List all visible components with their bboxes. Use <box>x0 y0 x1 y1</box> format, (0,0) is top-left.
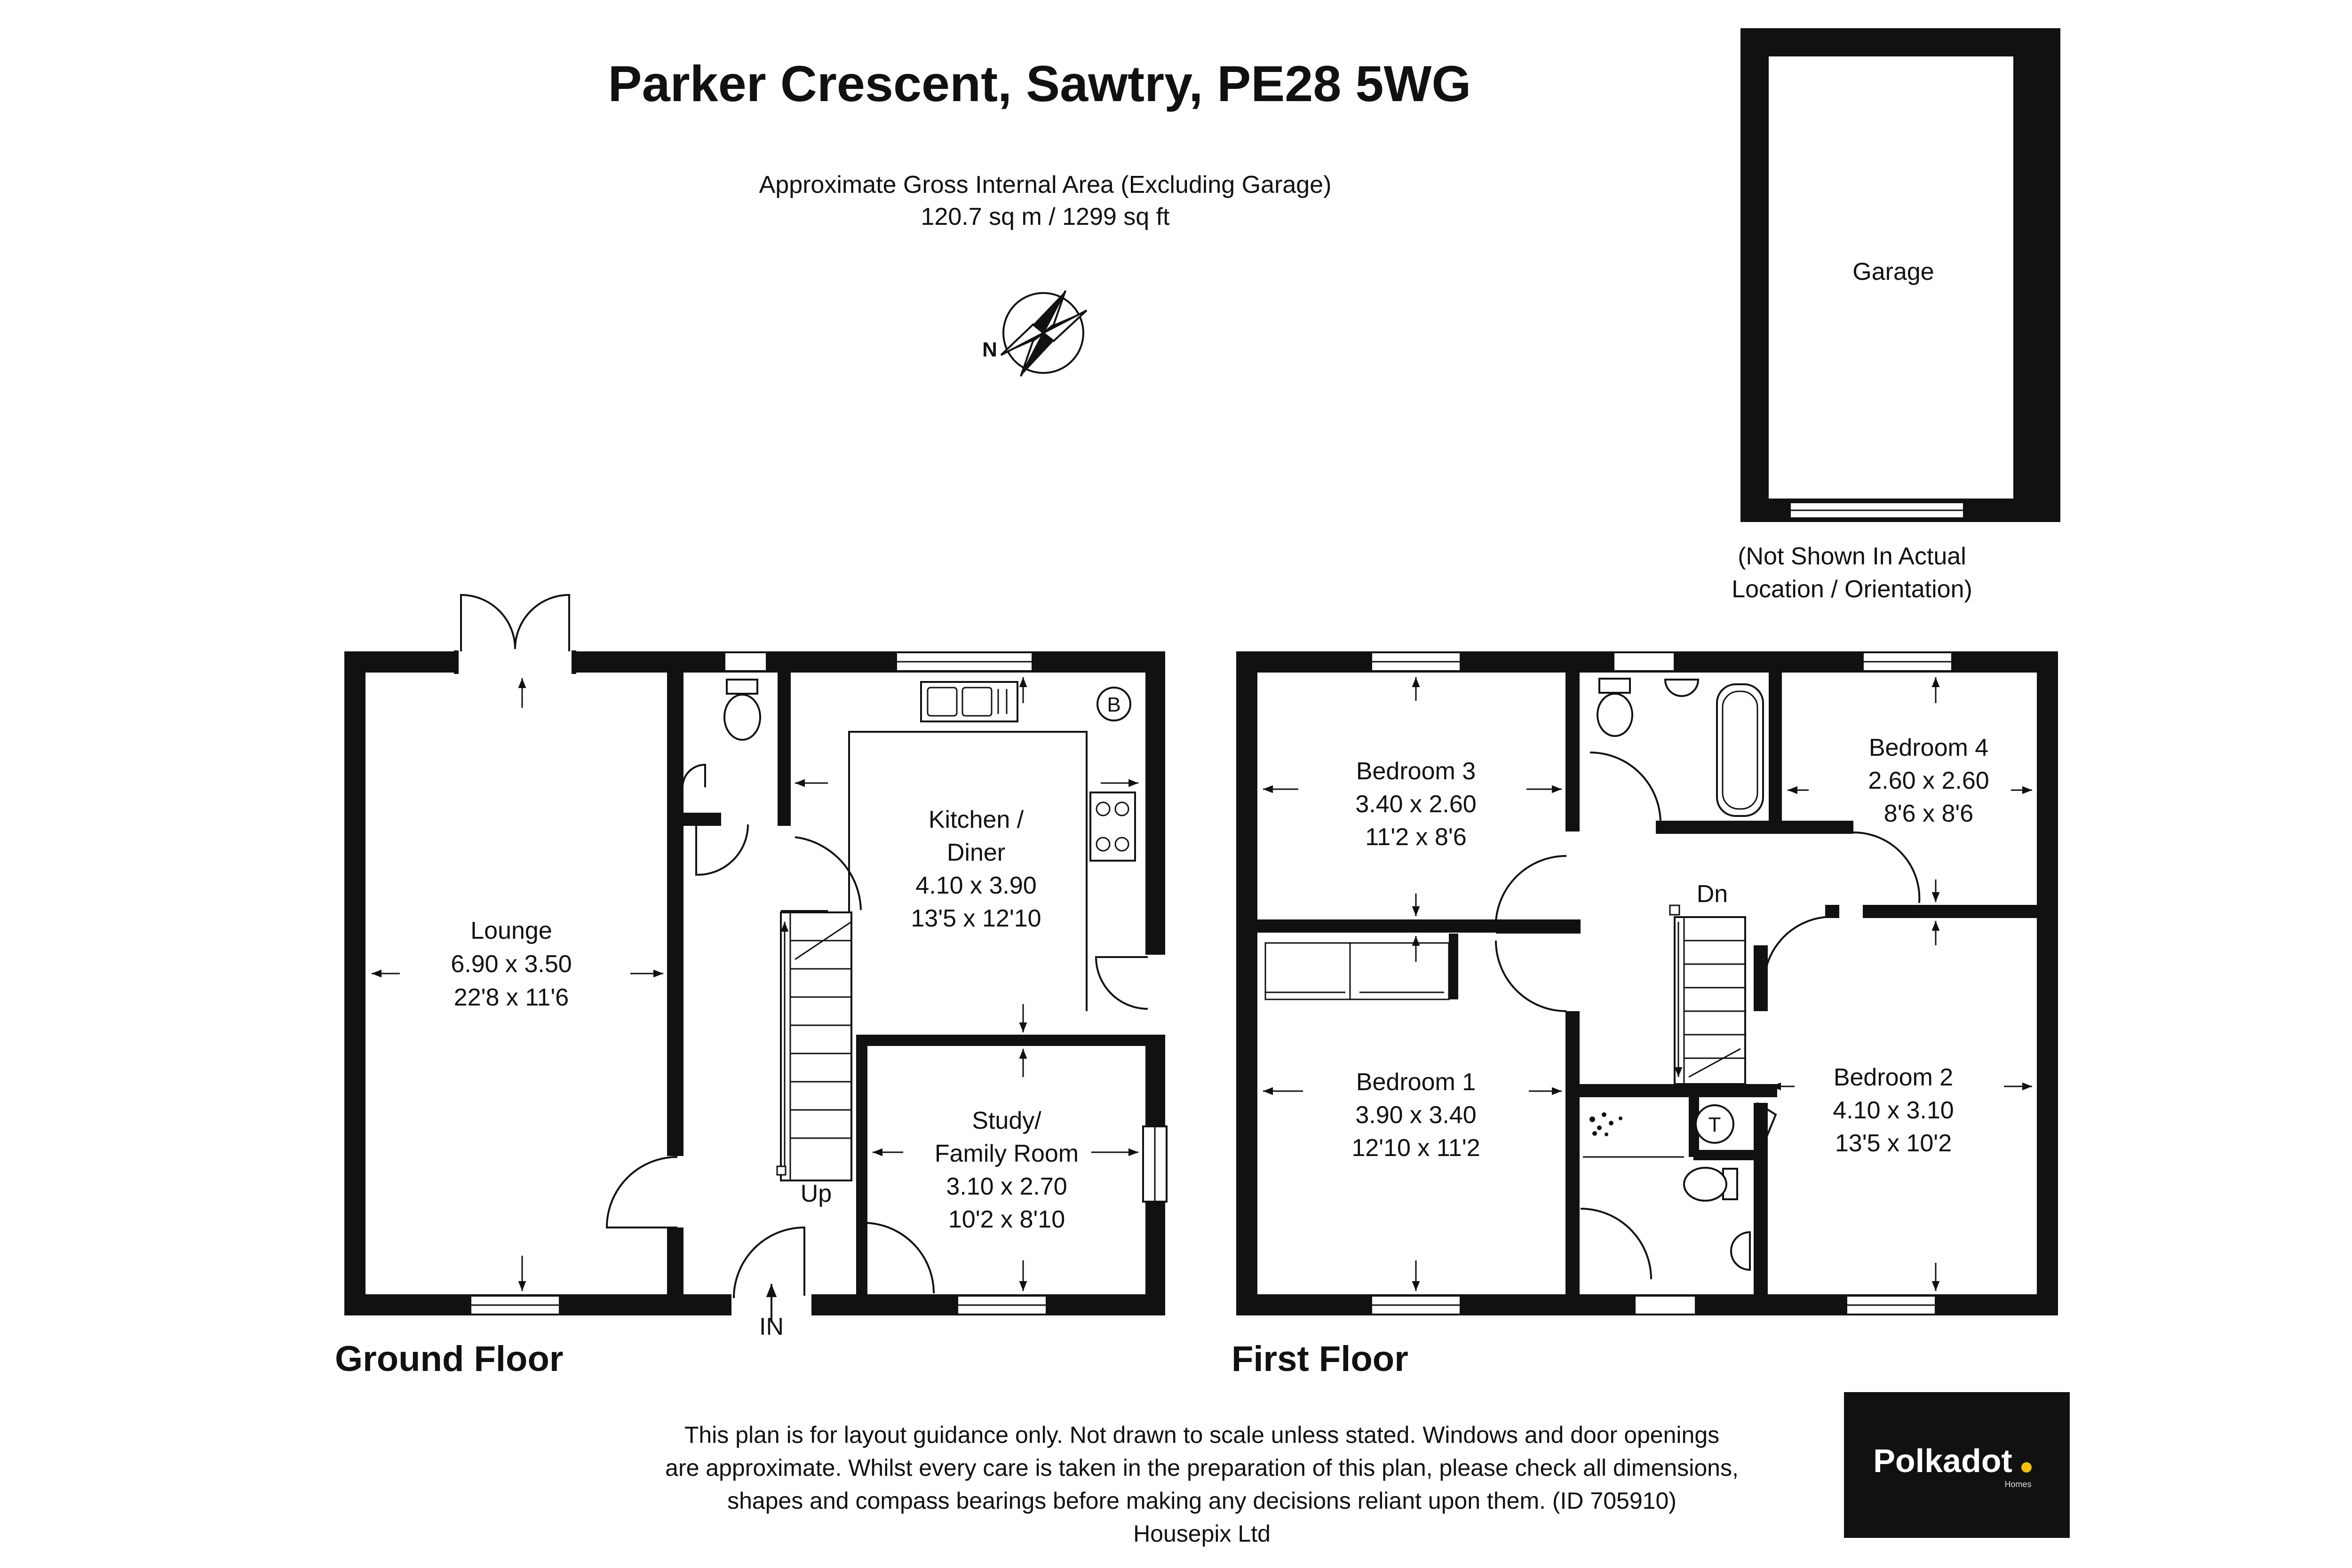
bedroom1-metric: 3.90 x 3.40 <box>1355 1101 1477 1129</box>
bedroom2-metric: 4.10 x 3.10 <box>1833 1097 1954 1124</box>
bedroom4-name: Bedroom 4 <box>1868 734 1989 761</box>
study-metric: 3.10 x 2.70 <box>946 1173 1067 1200</box>
compass-icon <box>1001 291 1087 376</box>
tank-label: T <box>1708 1113 1721 1136</box>
bedroom1-imperial: 12'10 x 11'2 <box>1351 1134 1480 1162</box>
bedroom3-name: Bedroom 3 <box>1356 758 1476 785</box>
ground-floor-label: Ground Floor <box>335 1339 564 1379</box>
stairs-down-label: Dn <box>1696 880 1728 908</box>
garage-note-line2: Location / Orientation) <box>1732 576 1972 603</box>
kitchen-imperial: 13'5 x 12'10 <box>911 905 1041 932</box>
bedroom2-name: Bedroom 2 <box>1833 1064 1954 1091</box>
bedroom3-metric: 3.40 x 2.60 <box>1355 791 1477 818</box>
disclaimer-line2: are approximate. Whilst every care is taken in the preparation of this plan, please check all dimensions, <box>665 1455 1739 1481</box>
garage-note-line1: (Not Shown In Actual <box>1738 543 1966 570</box>
area-caption: Approximate Gross Internal Area (Excluding Garage) <box>759 171 1332 198</box>
boiler-label: B <box>1107 693 1121 716</box>
disclaimer-line3: shapes and compass bearings before making any decisions reliant upon them. (ID 705910) <box>727 1488 1677 1514</box>
first-floor-label: First Floor <box>1232 1339 1408 1379</box>
study-name-line2: Family Room <box>934 1140 1079 1167</box>
company-logo <box>1844 1392 2070 1538</box>
stairs-up-label: Up <box>800 1180 832 1207</box>
logo-text: Polkadot <box>1873 1442 2012 1479</box>
bedroom4-imperial: 8'6 x 8'6 <box>1883 800 1974 827</box>
bedroom3-imperial: 11'2 x 8'6 <box>1365 824 1467 851</box>
bedroom4-metric: 2.60 x 2.60 <box>1868 767 1989 794</box>
kitchen-name-line1: Kitchen / <box>928 806 1024 833</box>
logo-subtext: Homes <box>2004 1480 2032 1489</box>
disclaimer-line4: Housepix Ltd <box>1133 1520 1271 1547</box>
lounge-imperial: 22'8 x 11'6 <box>453 984 569 1011</box>
study-imperial: 10'2 x 8'10 <box>948 1206 1065 1233</box>
logo-dot-icon <box>2021 1462 2032 1473</box>
plan-title: Parker Crescent, Sawtry, PE28 5WG <box>608 55 1471 112</box>
shower-icon <box>1589 1112 1622 1136</box>
compass-north-label: N <box>982 338 997 361</box>
bedroom2-imperial: 13'5 x 10'2 <box>1835 1130 1952 1157</box>
disclaimer-line1: This plan is for layout guidance only. Not drawn to scale unless stated. Windows and door openings <box>684 1422 1720 1448</box>
garage-label: Garage <box>1852 258 1934 285</box>
area-value: 120.7 sq m / 1299 sq ft <box>921 203 1170 230</box>
study-name-line1: Study/ <box>972 1107 1041 1134</box>
lounge-metric: 6.90 x 3.50 <box>451 950 572 978</box>
bedroom1-name: Bedroom 1 <box>1356 1069 1476 1096</box>
lounge-name: Lounge <box>470 917 552 944</box>
kitchen-metric: 4.10 x 3.90 <box>915 872 1037 899</box>
entrance-label: IN <box>759 1313 784 1340</box>
kitchen-name-line2: Diner <box>946 839 1006 866</box>
